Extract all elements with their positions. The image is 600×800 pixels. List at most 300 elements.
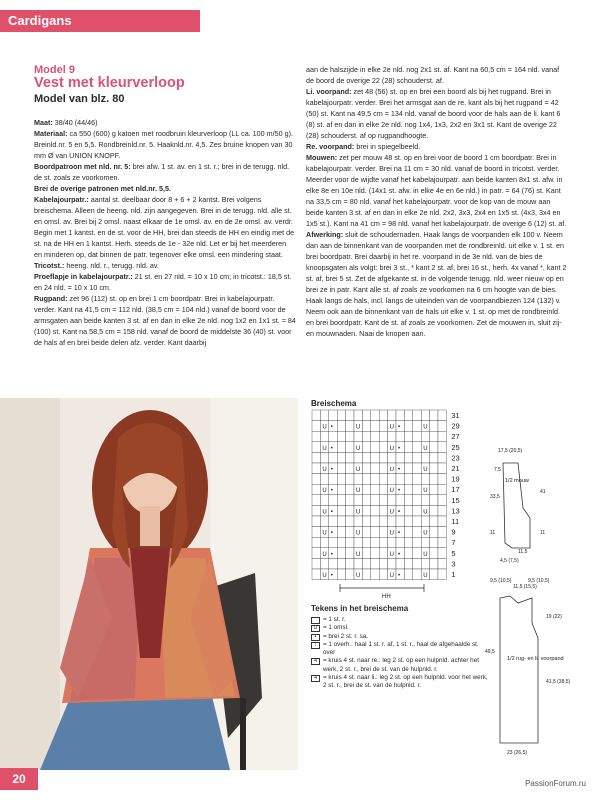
chart-cell: [379, 474, 387, 485]
paragraph-label: Brei de overige patronen met nld.nr. 5,5.: [34, 184, 171, 193]
chart-cell: [404, 537, 412, 548]
chart-cell: [438, 421, 446, 432]
left-paragraph: [34, 183, 296, 194]
chart-symbol: U: [423, 573, 428, 579]
chart-row-number: 25: [451, 442, 460, 452]
left-paragraph: [34, 194, 296, 260]
chart-cell: [388, 495, 396, 506]
right-paragraph: [306, 64, 568, 86]
chart-cell: [312, 548, 320, 559]
chart-cell: [379, 484, 387, 495]
chart-cell: [371, 495, 379, 506]
legend-symbol-icon: 4: [311, 675, 320, 682]
sleeve-schematic: [503, 463, 530, 548]
chart-cell: [430, 474, 438, 485]
legend-text: = brei 2 st. r. sa.: [323, 632, 368, 640]
chart-cell: [337, 516, 345, 527]
chart-cell: [312, 410, 320, 421]
chart-cell: [329, 431, 337, 442]
chart-cell: [362, 558, 370, 569]
chart-cell: [362, 463, 370, 474]
chart-cell: [396, 474, 404, 485]
chart-cell: [362, 474, 370, 485]
chart-cell: [438, 431, 446, 442]
chart-cell: [404, 558, 412, 569]
chart-cell: [329, 558, 337, 569]
chart-symbol: U: [322, 551, 327, 558]
sleeve-bottom-c: 4,5 (7,5): [500, 558, 519, 564]
legend-text: = 1 st. r.: [323, 616, 346, 623]
chart-cell: [430, 452, 438, 463]
chart-cell: [430, 527, 438, 538]
chart-cell: [371, 516, 379, 527]
chart-cell: [438, 505, 446, 516]
chart-cell: [337, 569, 345, 580]
chart-cell: [388, 431, 396, 442]
chart-cell: [312, 495, 320, 506]
chart-cell: [337, 537, 345, 548]
paragraph-text: ca 550 (600) g katoen met roodbruin kleurverloop (LL ca. 100 m/50 g). Breinld.nr. 5 en 5,5. Rondbreinld.nr. 5. Haaknld.nr. 4,5. Zes bruine knopen van 30 mm Ø van UNION KNOPF.: [34, 129, 294, 160]
chart-row-number: 31: [451, 411, 460, 420]
chart-cell: [362, 431, 370, 442]
body-top-b: 11,5 (15,5): [513, 584, 537, 590]
chart-symbol: •: [398, 445, 401, 452]
chart-cell: [337, 548, 345, 559]
chart-title: Breischema: [311, 399, 357, 408]
chart-symbol: U: [423, 445, 428, 452]
chart-cell: [312, 527, 320, 538]
body-half-label: 1/2 rug- en li. voorpand: [507, 656, 564, 662]
page-number: 20: [0, 768, 38, 790]
chart-cell: [404, 431, 412, 442]
chart-cell: [438, 410, 446, 421]
chart-cell: [404, 452, 412, 463]
chart-row-number: 3: [451, 559, 456, 569]
sleeve-bottom-d: 11: [540, 530, 546, 536]
paragraph-text: aantal st. deelbaar door 8 + 6 + 2 kantst. Brei volgens breischema. Alleen de heeng. nld. zijn aangegeven. Brei in de terugg. nld. alle st. en omsl. av. Brei bij 2 omsl. naast elkaar de 1e omsl. av. en de 2e omsl. av. verdr. Begin met 1 kantst. en de st. voor de HH, brei dan steeds de HH en eindig met de st. na de HH en 1 kantst. Herh. steeds de 1e - 32e nld. Let er bij het meerderen en minderen op, dat binnen de patr. tegenover elke omsl. een mindering staat.: [34, 195, 295, 259]
chart-cell: [312, 537, 320, 548]
chart-cell: [329, 452, 337, 463]
chart-cell: [430, 484, 438, 495]
chart-cell: [413, 410, 421, 421]
legend-item: [311, 624, 491, 632]
chart-cell: [312, 558, 320, 569]
body-top-a: 9,5 (10,5): [490, 578, 512, 584]
chart-cell: [346, 421, 354, 432]
chart-cell: [371, 484, 379, 495]
chart-cell: [404, 495, 412, 506]
chart-cell: [404, 548, 412, 559]
chart-cell: [388, 558, 396, 569]
chart-cell: [329, 474, 337, 485]
body-left: 49,5: [485, 649, 495, 655]
chart-symbol: U: [356, 573, 361, 579]
chart-cell: [312, 431, 320, 442]
chart-symbol: U: [423, 530, 428, 537]
chart-cell: [379, 548, 387, 559]
paragraph-label: Rugpand:: [34, 294, 68, 303]
sleeve-left-a: 7,5: [494, 467, 501, 473]
chart-row-number: 19: [451, 474, 460, 484]
right-paragraph: [306, 152, 568, 229]
body-right-b: 41,5 (38,5): [546, 679, 571, 685]
legend-item: [311, 674, 491, 691]
chart-symbol: U: [389, 424, 394, 431]
left-paragraph: [34, 117, 296, 128]
legend-item: [311, 616, 491, 624]
legend-symbol-icon: 4: [311, 658, 320, 665]
chart-cell: [329, 495, 337, 506]
chart-cell: [312, 452, 320, 463]
chart-symbol: •: [398, 530, 401, 537]
legend-item: [311, 633, 491, 641]
left-paragraph: [34, 260, 296, 271]
chart-symbol: •: [330, 467, 333, 473]
chart-cell: [346, 537, 354, 548]
chart-cell: [388, 537, 396, 548]
chart-row-number: 7: [451, 538, 456, 548]
chart-symbol: U: [389, 573, 394, 579]
chart-cell: [346, 548, 354, 559]
chart-cell: [421, 410, 429, 421]
left-paragraph: [34, 271, 296, 293]
chart-cell: [354, 537, 362, 548]
chart-cell: [379, 463, 387, 474]
chart-cell: [438, 548, 446, 559]
chart-cell: [421, 495, 429, 506]
repeat-label: HH: [382, 594, 391, 600]
chart-cell: [438, 463, 446, 474]
chart-cell: [413, 474, 421, 485]
chart-cell: [396, 452, 404, 463]
chart-cell: [371, 431, 379, 442]
sleeve-bottom-b: 11,5: [518, 549, 528, 555]
chart-cell: [312, 442, 320, 453]
chart-symbol: U: [322, 530, 327, 537]
chart-cell: [371, 505, 379, 516]
chart-symbol: •: [398, 573, 401, 579]
chart-cell: [421, 431, 429, 442]
chart-cell: [354, 474, 362, 485]
chart-cell: [438, 442, 446, 453]
chart-symbol: U: [356, 467, 361, 473]
chart-row-number: 5: [451, 548, 456, 558]
chart-cell: [413, 516, 421, 527]
legend-text: = kruis 4 st. naar re.: leg 2 st. op een hulpnld. achter het werk, 2 st. r., brei de st. van de hulpnld. r.: [323, 657, 479, 673]
chart-cell: [354, 410, 362, 421]
chart-row-number: 17: [451, 485, 460, 495]
chart-cell: [413, 527, 421, 538]
chart-cell: [371, 527, 379, 538]
chart-cell: [337, 442, 345, 453]
chart-cell: [421, 558, 429, 569]
chart-row-number: 11: [451, 517, 460, 526]
chart-cell: [404, 505, 412, 516]
chart-cell: [430, 569, 438, 580]
legend-symbol-icon: [311, 617, 320, 624]
chart-cell: [404, 516, 412, 527]
chart-symbol: U: [322, 467, 327, 473]
chart-symbol: U: [389, 445, 394, 452]
chart-symbol: •: [330, 509, 333, 516]
chart-cell: [413, 495, 421, 506]
knitting-diagrams: [300, 398, 600, 770]
chart-row-number: 23: [451, 453, 460, 463]
chart-legend: [311, 604, 491, 691]
model-title: Vest met kleurverloop: [34, 75, 185, 91]
chart-cell: [337, 410, 345, 421]
chart-cell: [396, 516, 404, 527]
chart-cell: [346, 527, 354, 538]
chart-symbol: U: [356, 445, 361, 452]
chart-cell: [371, 474, 379, 485]
chart-cell: [337, 505, 345, 516]
chart-cell: [421, 474, 429, 485]
legend-text: = kruis 4 st. naar li.: leg 2 st. op een hulpnld. voor het werk, 2 st. r., brei de st. van de hulpnld. r.: [323, 674, 488, 690]
chart-cell: [396, 410, 404, 421]
chart-cell: [320, 474, 328, 485]
chart-cell: [371, 452, 379, 463]
chart-cell: [379, 537, 387, 548]
chart-cell: [312, 516, 320, 527]
chart-cell: [337, 558, 345, 569]
chart-cell: [337, 484, 345, 495]
chart-cell: [388, 410, 396, 421]
chart-cell: [346, 410, 354, 421]
paragraph-label: Re. voorpand:: [306, 142, 355, 151]
chart-cell: [346, 516, 354, 527]
chart-symbol: •: [330, 445, 333, 452]
chart-cell: [430, 442, 438, 453]
chart-cell: [430, 505, 438, 516]
legend-symbol-icon: •: [311, 634, 320, 641]
chart-cell: [379, 452, 387, 463]
chart-cell: [371, 442, 379, 453]
chart-cell: [329, 537, 337, 548]
chart-cell: [354, 495, 362, 506]
chart-cell: [312, 484, 320, 495]
chart-cell: [337, 463, 345, 474]
chart-cell: [337, 495, 345, 506]
chart-row-number: 21: [451, 464, 460, 473]
chart-cell: [396, 495, 404, 506]
chart-cell: [320, 495, 328, 506]
chart-symbol: U: [389, 551, 394, 558]
knitting-chart-grid: [312, 410, 446, 580]
chart-symbol: U: [322, 424, 327, 431]
chart-cell: [362, 505, 370, 516]
legend-text: = 1 overh.: haal 1 st. r. af, 1 st. r., haal de afgehaalde st. over: [323, 640, 479, 657]
chart-row-numbers: [451, 411, 459, 579]
paragraph-label: Maat:: [34, 118, 53, 127]
paragraph-label: Boordpatroon met nld. nr. 5:: [34, 162, 131, 171]
chart-cell: [337, 452, 345, 463]
chart-cell: [379, 569, 387, 580]
left-column: [34, 64, 296, 348]
chart-cell: [438, 484, 446, 495]
model-photo: [0, 398, 298, 770]
legend-item: [311, 657, 491, 674]
chart-symbol: •: [330, 573, 333, 579]
chart-symbol: U: [423, 488, 428, 495]
legend-symbol-icon: U: [311, 625, 320, 632]
paragraph-text: zet per mouw 48 st. op en brei voor de boord 1 cm boordpatr. Brei in kabelajourpatr. verder. Brei na 11 cm = 30 nld. vanaf de boord in tricotst. verder. Meerder voor de wijdte vanaf het kabelajourpatr. aan beide kanten 8x1 st. afw. in elke 8e en 10e nld. (14x1 st. afw. in elke 4e en 6e nld.) in patr. = 64 (76) st. Kant na 33,5 cm = 80 nld. vanaf het kabelajourpatr. voor de kop van de mouw aan beide kanten 3 st. af en dan in elke 2e nld. 2x2, 3x3, 2x4 en 1x5 st. (4x3, 3x4 en 1x5 st.). Kant na 41 cm = 98 nld. vanaf het kabelajourpatr. de overige 6 (12) st. af.: [306, 153, 567, 228]
chart-cell: [396, 537, 404, 548]
chart-cell: [362, 548, 370, 559]
chart-cell: [362, 537, 370, 548]
chart-cell: [396, 558, 404, 569]
chart-cell: [371, 410, 379, 421]
chart-cell: [371, 548, 379, 559]
chart-cell: [346, 442, 354, 453]
body-right-a: 19 (22): [546, 614, 562, 620]
paragraph-text: brei afw. 1 st. av. en 1 st. r.; brei in de terugg. nld. de st. zoals ze voorkomen.: [34, 162, 290, 182]
paragraph-text: aan de halszijde in elke 2e nld. nog 2x1 st. af. Kant na 60,5 cm = 164 nld. vanaf de boord de overige 22 (28) schouderst. af.: [306, 65, 560, 85]
chart-cell: [413, 537, 421, 548]
left-paragraph: [34, 293, 296, 348]
model-number: Model 9: [34, 64, 75, 76]
chart-symbol: U: [389, 488, 394, 495]
chart-cell: [438, 495, 446, 506]
body-top-c: 9,5 (10,5): [528, 578, 550, 584]
sleeve-top: 17,5 (20,5): [498, 448, 523, 454]
chart-cell: [320, 558, 328, 569]
chart-cell: [404, 484, 412, 495]
chart-cell: [379, 421, 387, 432]
chart-cell: [430, 495, 438, 506]
chart-symbol: •: [330, 424, 333, 431]
chart-cell: [421, 516, 429, 527]
chart-cell: [371, 421, 379, 432]
chart-symbol: U: [423, 509, 428, 516]
chart-cell: [430, 558, 438, 569]
paragraph-text: 38/40 (44/46): [52, 118, 98, 127]
chart-cell: [337, 421, 345, 432]
chart-cell: [329, 410, 337, 421]
model-reference: Model van blz. 80: [34, 93, 125, 105]
chart-cell: [346, 431, 354, 442]
chart-cell: [362, 484, 370, 495]
chart-cell: [404, 527, 412, 538]
chart-cell: [413, 484, 421, 495]
chart-cell: [362, 421, 370, 432]
chart-cell: [388, 516, 396, 527]
chart-cell: [362, 410, 370, 421]
chart-cell: [413, 558, 421, 569]
chart-symbol: U: [322, 488, 327, 495]
chart-symbol: U: [356, 488, 361, 495]
chart-symbol: •: [330, 530, 333, 537]
chart-cell: [438, 452, 446, 463]
chart-cell: [413, 505, 421, 516]
paragraph-label: Proeflapje in kabelajourpatr.:: [34, 272, 133, 281]
chart-cell: [438, 558, 446, 569]
chart-symbol: •: [398, 424, 401, 431]
chart-cell: [362, 452, 370, 463]
chart-cell: [362, 527, 370, 538]
chart-symbol: U: [423, 551, 428, 558]
chart-cell: [362, 516, 370, 527]
chart-cell: [346, 558, 354, 569]
legend-symbol-icon: ↓: [311, 642, 320, 649]
chart-cell: [354, 516, 362, 527]
chart-cell: [312, 505, 320, 516]
chart-cell: [413, 463, 421, 474]
chart-cell: [430, 516, 438, 527]
chart-symbol: U: [423, 467, 428, 473]
chart-cell: [337, 474, 345, 485]
chart-cell: [320, 537, 328, 548]
chart-cell: [362, 495, 370, 506]
chart-cell: [312, 421, 320, 432]
chart-cell: [371, 569, 379, 580]
chart-cell: [346, 474, 354, 485]
chart-cell: [346, 505, 354, 516]
right-paragraph: [306, 229, 568, 339]
chart-cell: [320, 431, 328, 442]
chart-symbol: U: [389, 509, 394, 516]
chart-cell: [438, 527, 446, 538]
chart-cell: [379, 558, 387, 569]
sleeve-bottom-a: 11: [490, 530, 496, 536]
paragraph-label: Afwerking:: [306, 230, 344, 239]
paragraph-text: sluit de schoudernaden. Haak langs de voorpanden elk 100 v. Neem dan aan de binnenkant van de voorpanden met de rondbreinld. uit elke v. 1 st. en brei boordpatr. Brei daarbij in het re. voorpand in de 3e nld. van de bies de knoopsgaten als volgt: brei 3 st., * kant 2 st. af, brei 16 st., herh. 4x vanaf *, kant 2 st. af, brei 5 st. Zet de afgekante st. in de volgende terugg. nld. weer nieuw op en brei ze in patr. Kant alle st. af zoals ze voorkomen na 6 cm hoogte van de bies. Haak langs de hals, incl. langs de uiteinden van de voorpandbiezen 124 (132) v. Neem ook aan de binnenkant van de hals uit elke v. 1 st. op met de rondbreinld. en brei boordpatr. Kant de st. af zoals ze voorkomen. Zet de mouwen in, sluit zij- en mouwnaden. Naai de knopen aan.: [306, 230, 567, 338]
chart-cell: [312, 474, 320, 485]
chart-cell: [346, 484, 354, 495]
chart-symbol: •: [398, 551, 401, 558]
legend-title: Tekens in het breischema: [311, 604, 409, 613]
body-bottom: 23 (26,5): [507, 750, 528, 756]
chart-cell: [379, 410, 387, 421]
chart-cell: [404, 474, 412, 485]
chart-cell: [413, 421, 421, 432]
watermark: PassionForum.ru: [525, 779, 586, 788]
chart-symbol: U: [356, 530, 361, 537]
chart-cell: [430, 410, 438, 421]
chart-symbol: U: [322, 445, 327, 452]
paragraph-text: brei in spiegelbeeld.: [354, 142, 421, 151]
left-paragraph: [34, 161, 296, 183]
chart-symbol: U: [389, 530, 394, 537]
chart-cell: [354, 558, 362, 569]
chart-cell: [337, 527, 345, 538]
right-paragraph: [306, 86, 568, 141]
chart-cell: [413, 431, 421, 442]
chart-cell: [430, 431, 438, 442]
chart-symbol: U: [389, 467, 394, 473]
chart-cell: [388, 452, 396, 463]
chart-cell: [379, 442, 387, 453]
right-paragraph: [306, 141, 568, 152]
chart-cell: [362, 442, 370, 453]
chart-cell: [404, 463, 412, 474]
chart-cell: [430, 421, 438, 432]
legend-item: [311, 641, 491, 658]
sleeve-right: 41: [540, 489, 546, 495]
chart-row-number: 15: [451, 495, 460, 505]
legend-text: = 1 omsl.: [323, 624, 349, 632]
section-tab: Cardigans: [0, 10, 200, 32]
chart-cell: [430, 548, 438, 559]
paragraph-label: Kabelajourpatr.:: [34, 195, 89, 204]
chart-cell: [421, 452, 429, 463]
chart-cell: [438, 569, 446, 580]
chart-cell: [438, 537, 446, 548]
chart-symbol: U: [356, 424, 361, 431]
chart-symbol: •: [398, 488, 401, 495]
sleeve-left-b: 33,5: [490, 494, 500, 500]
chart-symbol: •: [330, 488, 333, 495]
